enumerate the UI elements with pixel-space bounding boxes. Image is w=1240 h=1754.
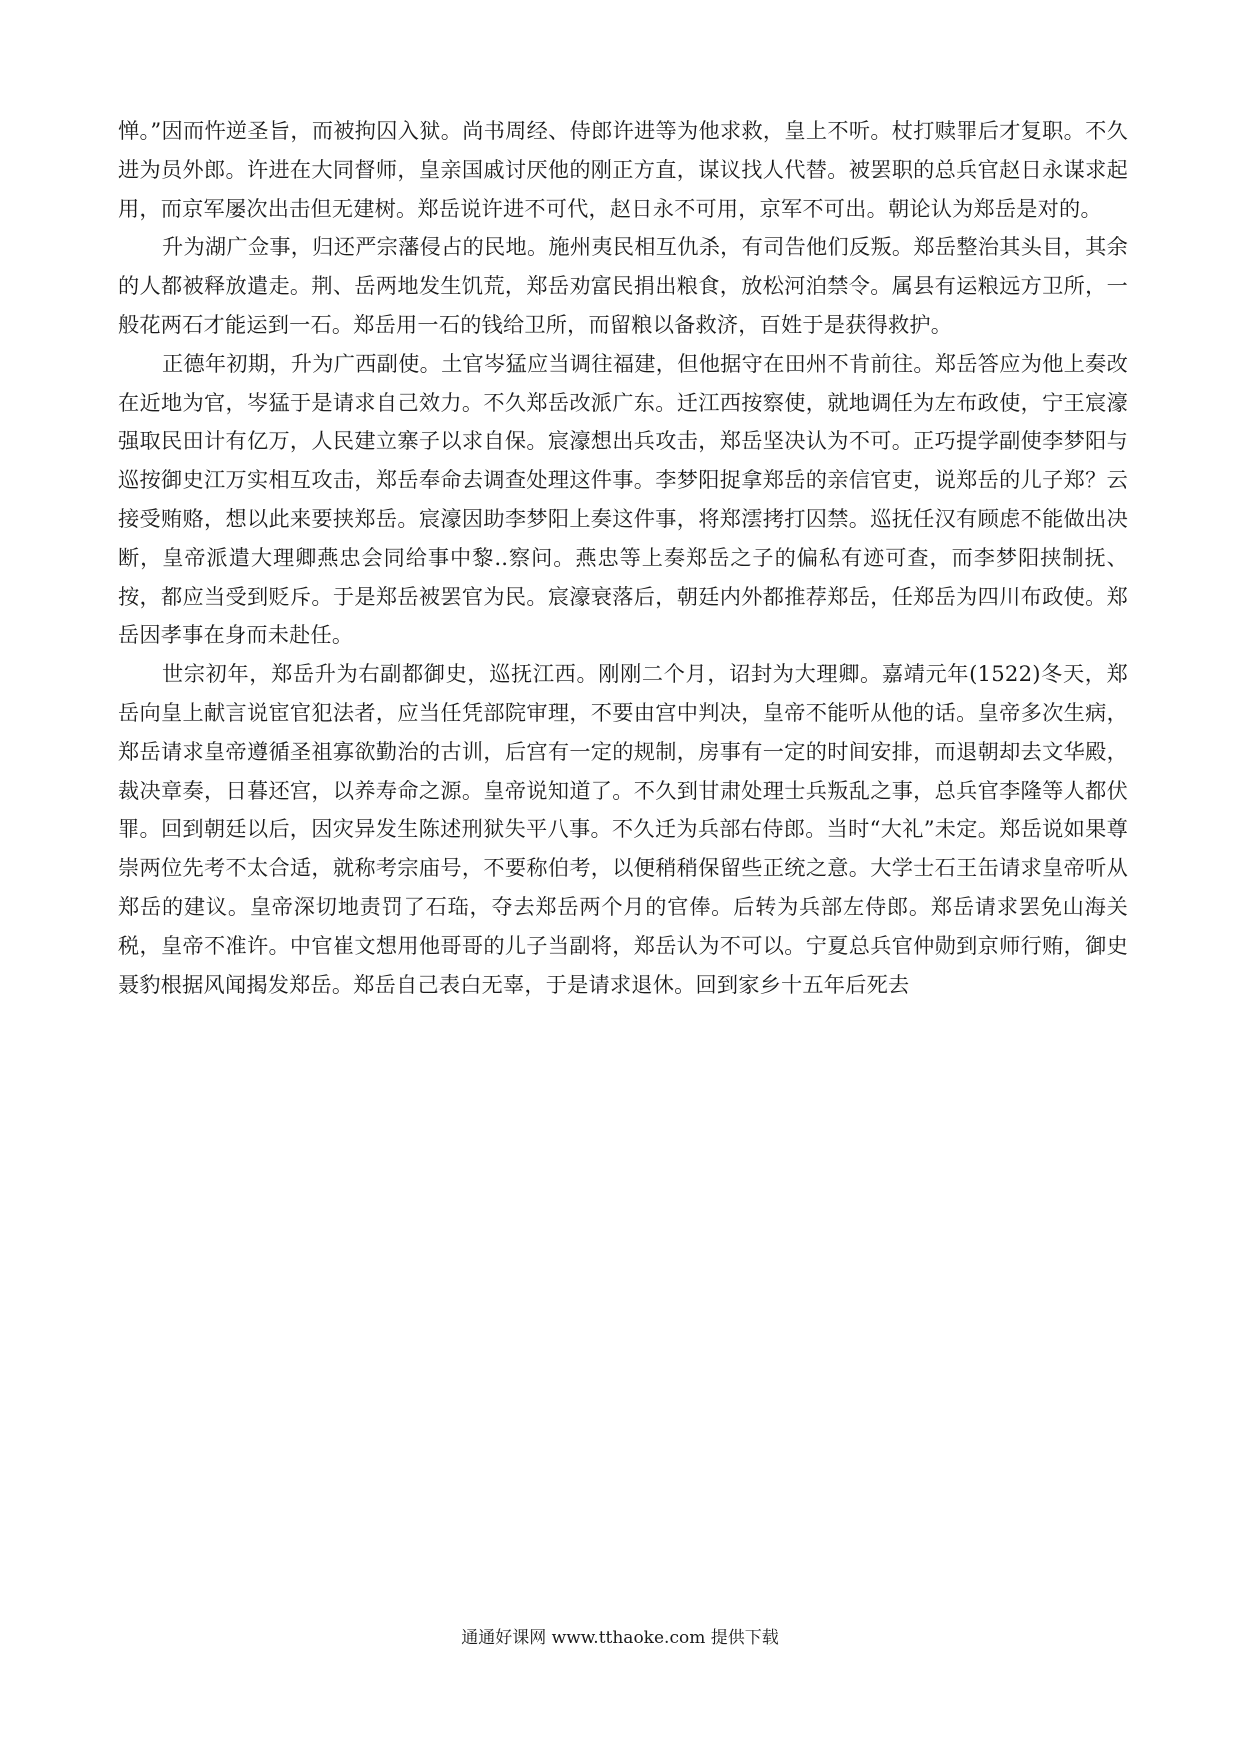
paragraph-shizong: 世宗初年，郑岳升为右副都御史，巡抚江西。刚刚二个月，诏封为大理卿。嘉靖元年(1522)冬天，郑岳向皇上献言说宦官犯法者，应当任凭部院审理，不要由宫中判决，皇帝不能听从他的话。皇帝多次生病，郑岳请求皇帝遵循圣祖寡欲勤治的古训，后宫有一定的规制，房事有一定的时间安排，而退朝却去文华殿，裁决章奏，日暮还宫，以养寿命之源。皇帝说知道了。不久到甘肃处理士兵叛乱之事，总兵官李隆等人都伏罪。回到朝廷以后，因灾异发生陈述刑狱失平八事。不久迁为兵部右侍郎。当时“大礼”未定。郑岳说如果尊崇两位先考不太合适，就称考宗庙号，不要称伯考，以便稍稍保留些正统之意。大学士石王缶请求皇帝听从郑岳的建议。皇帝深切地责罚了石珤，夺去郑岳两个月的官俸。后转为兵部左侍郎。郑岳请求罢免山海关税，皇帝不准许。中官崔文想用他哥哥的儿子当副将，郑岳认为不可以。宁夏总兵官仲勋到京师行贿，御史聂豹根据风闻揭发郑岳。郑岳自己表白无辜，于是请求退休。回到家乡十五年后死去 — [118, 661, 1128, 997]
paragraph-zhengde: 正德年初期，升为广西副使。土官岑猛应当调往福建，但他据守在田州不肯前往。郑岳答应为他上奏改在近地为官，岑猛于是请求自己效力。不久郑岳改派广东。迁江西按察使，就地调任为左布政使，宁王宸濠强取民田计有亿万，人民建立寨子以求自保。宸濠想出兵攻击，郑岳坚决认为不可。正巧提学副使李梦阳与巡按御史江万实相互攻击，郑岳奉命去调查处理这件事。李梦阳捉拿郑岳的亲信官吏，说郑岳的儿子郑？云接受贿赂，想以此来要挟郑岳。宸濠因助李梦阳上奏这件事，将郑澐拷打囚禁。巡抚任汉有顾虑不能做出决断，皇帝派遣大理卿燕忠会同给事中黎..察问。燕忠等上奏郑岳之子的偏私有迹可查，而李梦阳挟制抚、按，都应当受到贬斥。于是郑岳被罢官为民。宸濠衰落后，朝廷内外都推荐郑岳，任郑岳为四川布政使。郑岳因孝事在身而未赴任。 — [118, 350, 1128, 648]
paragraph-continuation: 惮。”因而忤逆圣旨，而被拘囚入狱。尚书周经、侍郎许进等为他求救，皇上不听。杖打赎罪后才复职。不久进为员外郎。许进在大同督师，皇亲国戚讨厌他的刚正方直，谋议找人代替。被罢职的总兵官赵日永谋求起用，而京军屡次出击但无建树。郑岳说许进不可代，赵日永不可用，京军不可出。朝论认为郑岳是对的。 — [118, 118, 1128, 221]
paragraph-huguang: 升为湖广佥事，归还严宗藩侵占的民地。施州夷民相互仇杀，有司告他们反叛。郑岳整治其头目，其余的人都被释放遣走。荆、岳两地发生饥荒，郑岳劝富民捐出粮食，放松河泊禁令。属县有运粮远方卫所，一般花两石才能运到一石。郑岳用一石的钱给卫所，而留粮以备救济，百姓于是获得救护。 — [118, 234, 1128, 337]
document-body — [118, 112, 1128, 1004]
page-footer: 通通好课网 www.tthaoke.com 提供下载 — [461, 1628, 779, 1648]
